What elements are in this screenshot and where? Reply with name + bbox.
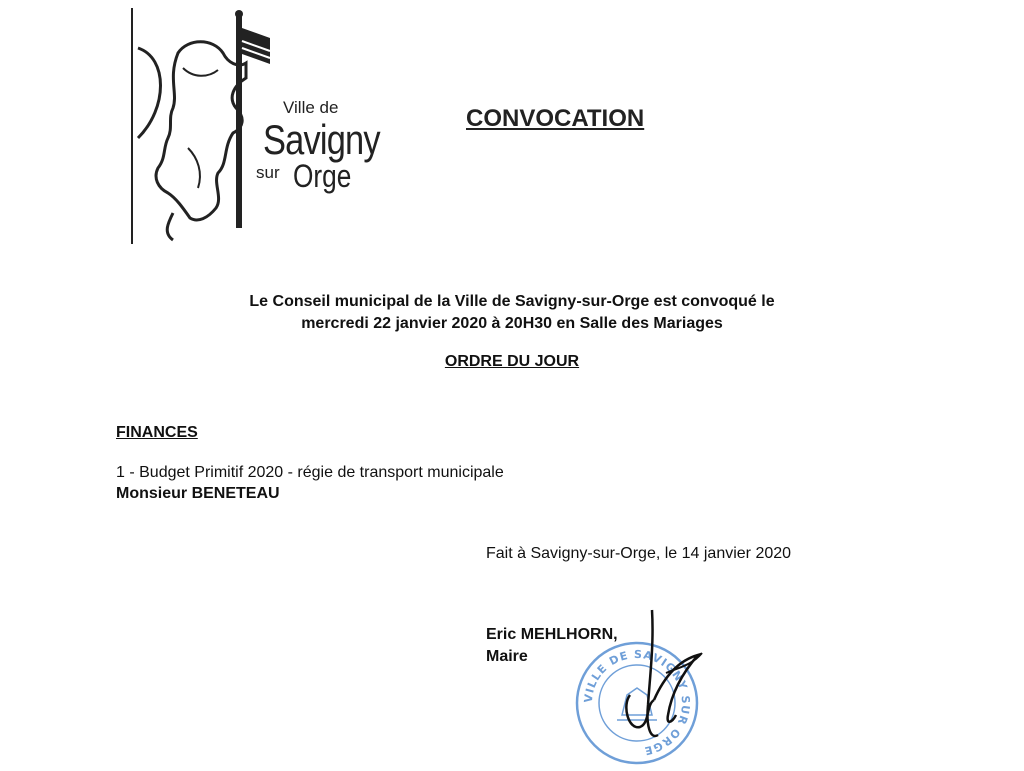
logo-text-ville-de: Ville de: [283, 98, 339, 117]
document-title: CONVOCATION: [466, 105, 645, 132]
signer-name: Eric MEHLHORN,: [486, 626, 618, 643]
agenda-heading: ORDRE DU JOUR: [444, 353, 580, 370]
logo-text-savigny: Savigny: [263, 116, 380, 163]
signer-title: Maire: [486, 648, 528, 665]
city-logo: [128, 8, 388, 248]
logo-text-sur: sur: [256, 163, 280, 182]
place-date: Fait à Savigny-sur-Orge, le 14 janvier 2020: [486, 545, 792, 562]
handwritten-signature: [610, 605, 720, 755]
section-title-finances: FINANCES: [116, 424, 198, 441]
svg-text:VILLE DE SAVIGNY SUR ORGE: VILLE DE SAVIGNY SUR ORGE: [581, 647, 693, 758]
agenda-item-1: 1 - Budget Primitif 2020 - régie de transport municipale: [116, 464, 504, 481]
signature-icon: [610, 605, 720, 755]
intro-line-2: mercredi 22 janvier 2020 à 20H30 en Salle des Mariages: [301, 315, 723, 332]
agenda-item-1-rapporteur: Monsieur BENETEAU: [116, 485, 280, 502]
intro-line-1: Le Conseil municipal de la Ville de Savigny-sur-Orge est convoqué le: [249, 293, 775, 310]
logo-text-orge: Orge: [293, 158, 352, 194]
